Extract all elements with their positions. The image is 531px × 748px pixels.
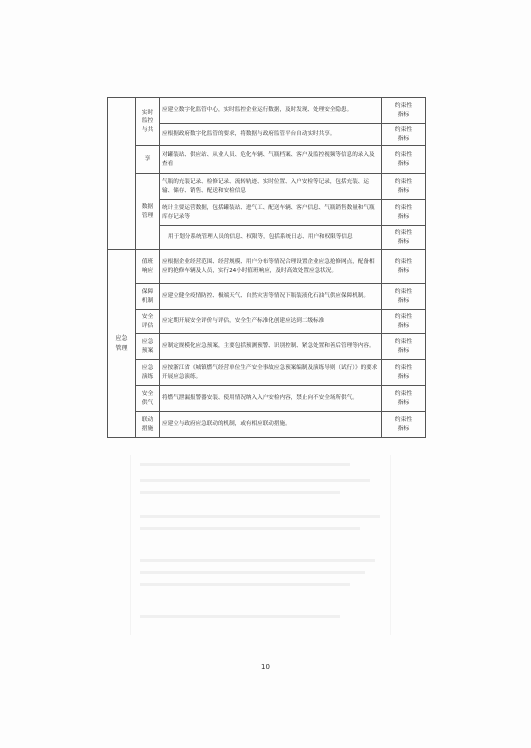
requirement-text: 应根据企业经营范围、经营规模、用户分布等情况合理设置企业应急抢修网点，配备相应的抢修车辆及人员，实行24小时值班响应，及时高效处置应急状况。 xyxy=(160,250,382,284)
requirement-type xyxy=(382,334,426,360)
requirement-type xyxy=(382,200,426,226)
subsection-cell xyxy=(136,284,160,310)
requirement-type-line: 约束性 xyxy=(394,289,413,296)
category-label: 管理 xyxy=(115,344,128,352)
subsection-cell xyxy=(136,334,160,360)
requirement-type xyxy=(382,174,426,200)
requirement-type-line: 约束性 xyxy=(394,179,413,186)
subsection-label: 数据 xyxy=(141,204,154,211)
subsection-label: 应急 xyxy=(141,339,154,346)
requirement-type-line: 约束性 xyxy=(394,259,413,266)
subsection-label: 供气 xyxy=(141,399,154,406)
category-cell-empty xyxy=(108,98,136,250)
requirement-type xyxy=(382,284,426,310)
requirement-type-line: 指标 xyxy=(397,322,410,329)
subsection-label: 应急 xyxy=(141,365,154,372)
requirement-type-line: 指标 xyxy=(397,238,410,245)
subsection-cell xyxy=(136,360,160,386)
subsection-label: 机制 xyxy=(141,297,154,304)
subsection-label: 措施 xyxy=(141,425,154,432)
subsection-label: 联动 xyxy=(141,417,154,424)
category-label: 应急 xyxy=(115,335,128,343)
requirement-type-line: 指标 xyxy=(397,213,410,220)
table-row xyxy=(108,250,426,284)
table-row xyxy=(108,386,426,412)
table-row xyxy=(108,146,426,174)
requirement-type-line: 约束性 xyxy=(394,417,413,424)
requirement-type xyxy=(382,360,426,386)
table-row xyxy=(108,174,426,200)
subsection-cell xyxy=(136,98,160,146)
ghost-line xyxy=(140,515,380,518)
requirement-text: 应根据政府数字化监管的要求，将数据与政府监管平台自动实时共享。 xyxy=(160,124,382,146)
table-row xyxy=(108,98,426,124)
subsection-label: 预案 xyxy=(141,347,154,354)
requirement-type-line: 指标 xyxy=(397,373,410,380)
subsection-cell xyxy=(136,310,160,334)
requirement-type xyxy=(382,226,426,250)
requirement-type xyxy=(382,98,426,124)
subsection-label: 享 xyxy=(144,156,151,163)
requirement-text: 应建立数字化监管中心，实时监控企业运行数据，及时发现、处理安全隐患。 xyxy=(160,98,382,124)
ghost-line xyxy=(140,479,370,482)
category-cell xyxy=(108,250,136,438)
requirement-type-line: 指标 xyxy=(397,297,410,304)
requirement-type xyxy=(382,250,426,284)
ghost-line xyxy=(140,527,360,530)
ghost-rule xyxy=(130,455,131,635)
table-row xyxy=(108,284,426,310)
ghost-line xyxy=(140,491,340,494)
ghost-line xyxy=(140,615,340,618)
ghost-line xyxy=(140,559,375,562)
subsection-cell xyxy=(136,412,160,438)
requirement-type xyxy=(382,310,426,334)
requirement-type-line: 约束性 xyxy=(394,205,413,212)
subsection-label: 管理 xyxy=(141,212,154,219)
requirement-type xyxy=(382,146,426,174)
subsection-label: 值班 xyxy=(141,259,154,266)
requirement-type-line: 约束性 xyxy=(394,103,413,110)
requirement-text: 用于划分系统管理人员的信息、权限等，包括系统日志、用户和权限等信息 xyxy=(160,226,382,250)
ghost-line xyxy=(140,571,365,574)
requirement-type-line: 指标 xyxy=(397,135,410,142)
show-through-ghost xyxy=(100,455,430,635)
requirement-type-line: 约束性 xyxy=(394,230,413,237)
requirement-type-line: 指标 xyxy=(397,111,410,118)
subsection-label: 响应 xyxy=(141,267,154,274)
requirement-type-line: 约束性 xyxy=(394,339,413,346)
requirement-text: 应制定规模化应急预案，主要包括预测预警、识别控制、紧急处置和善后管理等内容。 xyxy=(160,334,382,360)
page-number: 10 xyxy=(261,663,270,671)
subsection-cell xyxy=(136,146,160,174)
requirement-type-line: 约束性 xyxy=(394,314,413,321)
table-row xyxy=(108,412,426,438)
requirement-type-line: 指标 xyxy=(397,187,410,194)
ghost-line xyxy=(140,463,350,466)
requirement-text: 应建立与政府应急联动的机制，或有相应联动措施。 xyxy=(160,412,382,438)
requirement-type-line: 指标 xyxy=(397,267,410,274)
requirement-text: 将燃气泄漏报警器安装、使用情况纳入入户安检内容，禁止向不安全场所供气。 xyxy=(160,386,382,412)
requirement-text: 应按浙江省《城镇燃气经营单位生产安全事故应急预案编制及演练导则（试行）》的要求开展应急演练。 xyxy=(160,360,382,386)
requirement-text: 应建立健全疫情防控、极端天气、自然灾害等情况下瓶装液化石油气供应保障机制。 xyxy=(160,284,382,310)
requirement-type-line: 约束性 xyxy=(394,365,413,372)
subsection-label: 保障 xyxy=(141,289,154,296)
subsection-label: 实时 xyxy=(141,109,154,116)
ghost-line xyxy=(140,583,350,586)
requirement-type-line: 指标 xyxy=(397,160,410,167)
subsection-cell xyxy=(136,250,160,284)
subsection-label: 监控 xyxy=(141,118,154,125)
ghost-rule xyxy=(390,455,391,635)
subsection-label: 与共 xyxy=(141,126,154,133)
requirements-table xyxy=(107,97,426,438)
subsection-label: 演练 xyxy=(141,373,154,380)
requirement-type-line: 指标 xyxy=(397,347,410,354)
requirement-text: 气瓶的充装记录、检修记录、流转轨迹、实时位置、入户安检等记录，包括充装、运输、储存、销售、配送和安检信息 xyxy=(160,174,382,200)
subsection-cell xyxy=(136,386,160,412)
subsection-label: 评估 xyxy=(141,322,154,329)
requirement-type xyxy=(382,412,426,438)
requirement-type-line: 指标 xyxy=(397,399,410,406)
requirement-type-line: 指标 xyxy=(397,425,410,432)
requirement-type-line: 约束性 xyxy=(394,127,413,134)
requirement-text: 统计主要运营数据，包括罐装站、进气工、配送车辆、客户信息、气瓶销售数量和气瓶库存记录等 xyxy=(160,200,382,226)
table-row xyxy=(108,310,426,334)
requirement-type xyxy=(382,124,426,146)
requirement-type xyxy=(382,386,426,412)
subsection-label: 安全 xyxy=(141,314,154,321)
table-row xyxy=(108,334,426,360)
requirement-text: 对罐装站、供应站、从业人员、危化车辆、气瓶档案、客户及监控视频等信息的录入及查看 xyxy=(160,146,382,174)
requirement-type-line: 约束性 xyxy=(394,391,413,398)
subsection-cell xyxy=(136,174,160,250)
requirement-text: 应定期开展安全评价与评估，安全生产标准化创建应达到二级标准 xyxy=(160,310,382,334)
subsection-label: 安全 xyxy=(141,391,154,398)
requirement-type-line: 约束性 xyxy=(394,152,413,159)
table-row xyxy=(108,360,426,386)
